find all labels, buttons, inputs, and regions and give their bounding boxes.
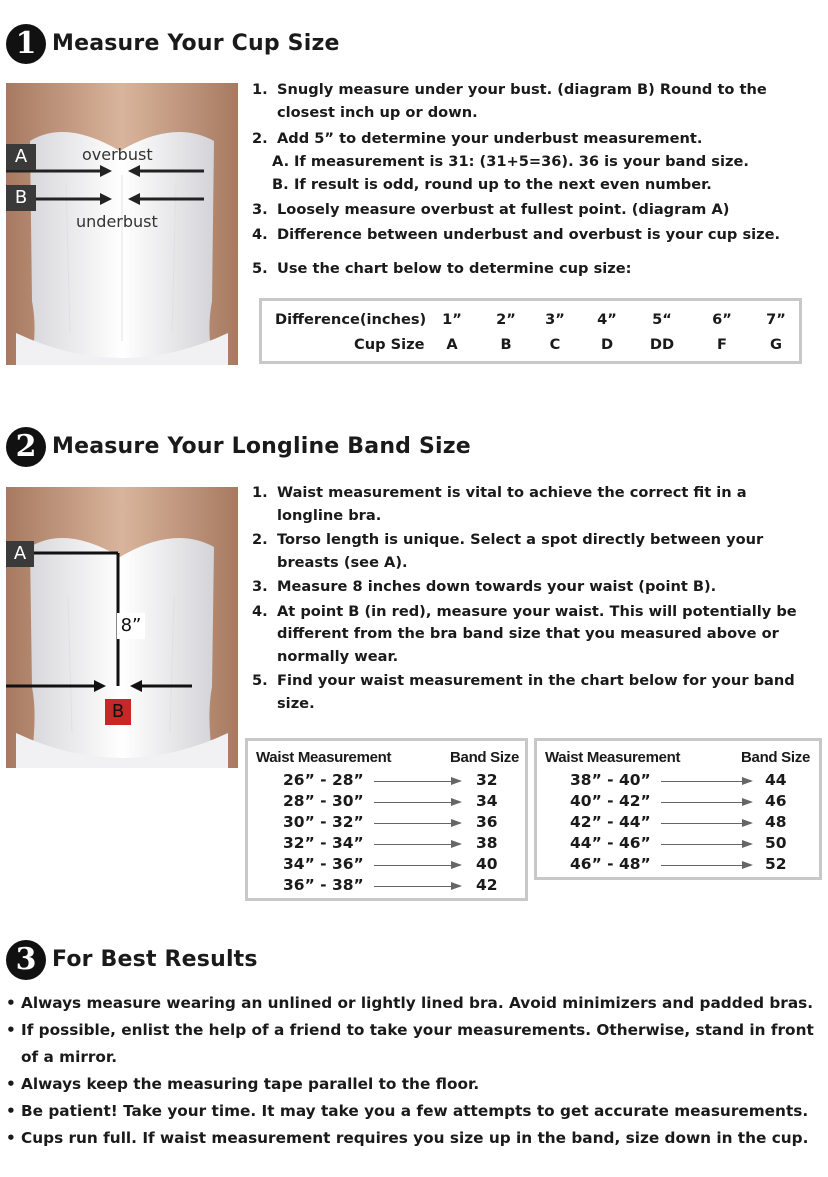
- arrow-icon: [661, 781, 751, 782]
- arrow-icon: [661, 865, 751, 866]
- arrow-icon: [374, 823, 460, 824]
- cup-cell: A: [446, 336, 458, 353]
- best-results-list: [6, 990, 822, 1152]
- substep-text: If measurement is 31: (31+5=36). 36 is your band size.: [294, 153, 749, 170]
- section-1-title: Measure Your Cup Size: [52, 31, 340, 56]
- waist-measurement-header: Waist Measurement: [545, 749, 681, 766]
- list-item: [6, 990, 822, 1017]
- difference-cell: 4”: [597, 311, 617, 328]
- step-number: 1.: [252, 484, 268, 501]
- waist-chart-right: [534, 738, 822, 880]
- list-item: [6, 1071, 822, 1098]
- difference-cell: 2”: [496, 311, 516, 328]
- step-text: Loosely measure overbust at fullest point. (diagram A): [277, 201, 730, 218]
- difference-cell: 7”: [766, 311, 786, 328]
- substep-letter: B.: [272, 176, 289, 193]
- cup-size-steps: [252, 78, 812, 280]
- bullet-text: Be patient! Take your time. It may take you a few attempts to get accurate measurements.: [21, 1102, 809, 1120]
- band-size-steps: [252, 482, 816, 715]
- step-number: 1.: [252, 81, 268, 98]
- arrow-icon: [374, 844, 460, 845]
- arrow-icon: [374, 886, 460, 887]
- difference-cell: 1”: [442, 311, 462, 328]
- waist-range: 26” - 28”: [283, 771, 364, 789]
- band-value: 42: [476, 876, 498, 894]
- waist-range: 46” - 48”: [570, 855, 651, 873]
- step-text: Waist measurement is vital to achieve the correct fit in a longline bra.: [277, 484, 747, 524]
- band-value: 40: [476, 855, 498, 873]
- point-b-red-box: B: [105, 699, 131, 725]
- waist-chart-left: [245, 738, 528, 901]
- cup-size-chart: [259, 298, 802, 364]
- waist-row: [248, 792, 525, 813]
- band-value: 50: [765, 834, 787, 852]
- cup-size-diagram-photo: [6, 83, 238, 365]
- waist-row: [537, 813, 819, 834]
- label-b-box: B: [6, 185, 36, 211]
- step-1-badge: 1: [6, 24, 46, 64]
- section-2-title: Measure Your Longline Band Size: [52, 434, 471, 459]
- waist-range: 36” - 38”: [283, 876, 364, 894]
- band-value: 48: [765, 813, 787, 831]
- step-number: 2.: [252, 531, 268, 548]
- cup-step: [252, 198, 812, 221]
- bullet-icon: •: [6, 1021, 16, 1039]
- step-number: 4.: [252, 226, 268, 243]
- label-a-box: A: [6, 541, 34, 567]
- list-item: [6, 1125, 822, 1152]
- step-text: Difference between underbust and overbust is your cup size.: [277, 226, 781, 243]
- band-step: [252, 601, 816, 669]
- step-number: 4.: [252, 602, 268, 620]
- arrow-icon: [374, 865, 460, 866]
- overbust-label: overbust: [82, 145, 153, 164]
- bullet-icon: •: [6, 1102, 16, 1120]
- step-3-badge: 3: [6, 940, 46, 980]
- band-value: 44: [765, 771, 787, 789]
- bullet-text: Always measure wearing an unlined or lightly lined bra. Avoid minimizers and padded bras.: [21, 994, 814, 1012]
- label-a-box: A: [6, 144, 36, 170]
- waist-row: [248, 813, 525, 834]
- cup-cell: B: [500, 336, 512, 353]
- bullet-text: Always keep the measuring tape parallel to the floor.: [21, 1075, 480, 1093]
- cup-substep: [252, 150, 812, 173]
- waist-range: 28” - 30”: [283, 792, 364, 810]
- band-value: 38: [476, 834, 498, 852]
- band-size-header: Band Size: [741, 749, 810, 766]
- waist-range: 32” - 34”: [283, 834, 364, 852]
- cup-step: [252, 127, 812, 150]
- step-text: Snugly measure under your bust. (diagram B) Round to the closest inch up or down.: [277, 81, 767, 121]
- waist-row: [248, 876, 525, 897]
- band-size-header: Band Size: [450, 749, 519, 766]
- difference-cell: 6”: [712, 311, 732, 328]
- cup-size-label: Cup Size: [354, 336, 425, 353]
- cup-cell: F: [717, 336, 727, 353]
- waist-measurement-header: Waist Measurement: [256, 749, 392, 766]
- cup-cell: DD: [649, 336, 675, 353]
- step-number: 3.: [252, 201, 268, 218]
- section-3-title: For Best Results: [52, 947, 258, 972]
- cup-cell: G: [770, 336, 782, 353]
- eight-inch-label: 8”: [117, 613, 145, 639]
- list-item: [6, 1098, 822, 1125]
- arrow-icon: [661, 823, 751, 824]
- waist-row: [537, 855, 819, 876]
- arrow-icon: [374, 802, 460, 803]
- step-2-badge: 2: [6, 427, 46, 467]
- band-value: 46: [765, 792, 787, 810]
- band-step: [252, 576, 816, 599]
- band-value: 32: [476, 771, 498, 789]
- band-value: 36: [476, 813, 498, 831]
- band-size-diagram-photo: [6, 487, 238, 768]
- step-text: At point B (in red), measure your waist. This will potentially be different from the bra band size that you measured above or normally wear.: [277, 602, 797, 665]
- cup-step: [252, 257, 812, 280]
- band-step: [252, 482, 816, 527]
- waist-range: 38” - 40”: [570, 771, 651, 789]
- step-number: 3.: [252, 578, 268, 595]
- arrow-icon: [661, 844, 751, 845]
- waist-range: 34” - 36”: [283, 855, 364, 873]
- waist-range: 42” - 44”: [570, 813, 651, 831]
- waist-range: 30” - 32”: [283, 813, 364, 831]
- cup-step: [252, 78, 812, 124]
- difference-label: Difference(inches): [275, 311, 427, 328]
- waist-range: 40” - 42”: [570, 792, 651, 810]
- cup-cell: D: [600, 336, 614, 353]
- bullet-text: Cups run full. If waist measurement requires you size up in the band, size down in the cup.: [21, 1129, 809, 1147]
- bullet-text: If possible, enlist the help of a friend to take your measurements. Otherwise, stand in front of a mirror.: [21, 1021, 814, 1066]
- substep-letter: A.: [272, 153, 290, 170]
- cup-substep: [252, 173, 812, 196]
- arrow-icon: [374, 781, 460, 782]
- band-value: 52: [765, 855, 787, 873]
- waist-row: [537, 834, 819, 855]
- bullet-icon: •: [6, 994, 16, 1012]
- band-step: [252, 670, 816, 715]
- step-number: 5.: [252, 260, 268, 277]
- difference-cell: 3”: [545, 311, 565, 328]
- step-text: Find your waist measurement in the chart below for your band size.: [277, 672, 795, 712]
- bullet-icon: •: [6, 1129, 16, 1147]
- step-text: Torso length is unique. Select a spot directly between your breasts (see A).: [277, 531, 764, 571]
- band-value: 34: [476, 792, 498, 810]
- waist-row: [248, 834, 525, 855]
- band-step: [252, 529, 816, 574]
- waist-range: 44” - 46”: [570, 834, 651, 852]
- step-text: Use the chart below to determine cup size:: [277, 260, 632, 277]
- waist-row: [537, 771, 819, 792]
- step-text: Measure 8 inches down towards your waist (point B).: [277, 578, 717, 595]
- waist-row: [248, 855, 525, 876]
- substep-text: If result is odd, round up to the next even number.: [294, 176, 712, 193]
- waist-row: [248, 771, 525, 792]
- arrow-icon: [661, 802, 751, 803]
- cup-step: [252, 223, 812, 246]
- difference-cell: 5“: [652, 311, 672, 328]
- step-number: 5.: [252, 672, 268, 689]
- waist-row: [537, 792, 819, 813]
- underbust-label: underbust: [76, 212, 158, 231]
- step-number: 2.: [252, 130, 268, 147]
- step-text: Add 5” to determine your underbust measurement.: [277, 130, 703, 147]
- list-item: [6, 1017, 822, 1071]
- bullet-icon: •: [6, 1075, 16, 1093]
- cup-cell: C: [549, 336, 561, 353]
